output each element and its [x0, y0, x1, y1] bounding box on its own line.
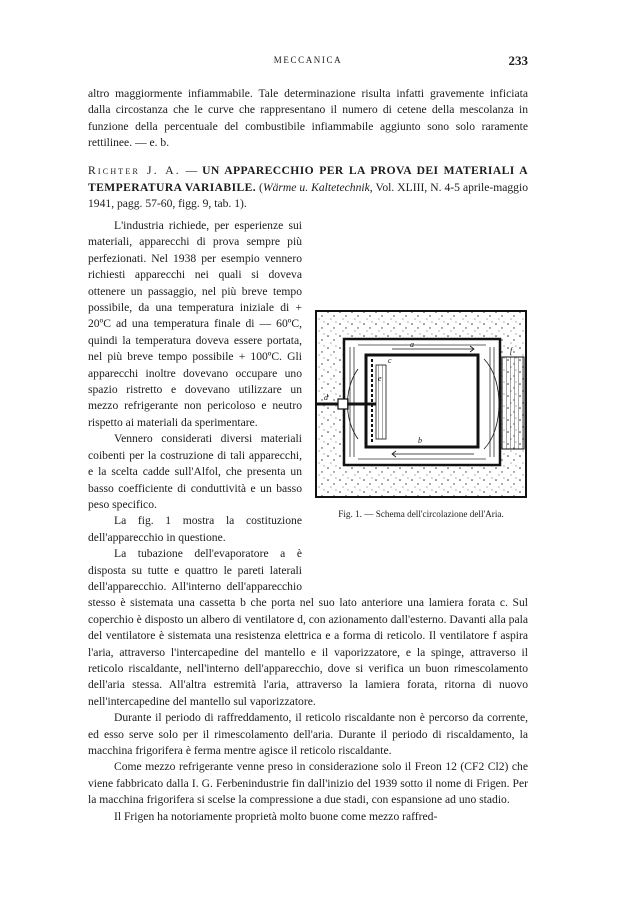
article-author: Richter J. A. [88, 164, 181, 177]
figure-1-diagram [314, 309, 528, 499]
article-paragraph-3: La fig. 1 mostra la costituzione dell'apparecchio in questione. [88, 514, 302, 544]
previous-article-ending [88, 86, 528, 152]
journal-name: Wärme u. Kaltetechnik [262, 180, 370, 194]
article-heading: Richter J. A. — UN APPARECCHIO PER LA PROVA DEI MATERIALI A TEMPERATURA VARIABILE. (Wärme u. Kaltetechnik, Vol. XLIII, N. 4-5 aprile-maggio 1941, pagg. 57-60, figg. 9, tab. 1). [88, 164, 528, 211]
article-title: UN APPARECCHIO PER LA PROVA DEI MATERIALI A TEMPERATURA VARIABILE. [88, 164, 528, 194]
article-paragraph-2: Vennero considerati diversi materiali coibenti per la costruzione di tali apparecchi, e la scelta cadde sull'Alfol, che presenta un basso coefficiente di conduttività e un basso peso specifico. [88, 432, 302, 511]
label-c: c [388, 356, 392, 365]
page-number: 233 [508, 53, 528, 68]
shaft-bearing [338, 399, 348, 409]
article-body [88, 218, 528, 825]
label-d: d [324, 393, 328, 402]
label-a: a [410, 340, 414, 349]
figure-caption: Fig. 1. — Schema dell'circolazione dell'Aria. [338, 509, 504, 519]
citation-details: , Vol. XLIII, N. 4-5 aprile-maggio 1941, pagg. 57-60, figg. 9, tab. 1). [88, 180, 528, 211]
label-b: b [418, 436, 422, 445]
article-paragraph-5: Durante il periodo di raffreddamento, il reticolo riscaldante non è percorso da corrente, ed esso serve solo per il rimescolamento dell'aria. Durante il periodo di riscaldamento, la macchina frigorifera è ferma mentre agisce il reticolo riscaldante. [88, 711, 528, 757]
running-head: MECCANICA [273, 55, 343, 65]
label-f: f [510, 346, 513, 355]
cooling-unit [502, 357, 524, 449]
article-paragraph-1: L'industria richiede, per esperienze sui materiali, apparecchi di prova sempre più perfezionati. Nel 1938 per esempio vennero richiesti apparecchi nei quali si doveva ottenere un passaggio, nel più breve tempo possibile, da una temperatura iniziale di + 20ºC ad una temperatura finale di — 60ºC, quindi la temperatura doveva essere portata, nel più breve tempo possibile + 100ºC. Gli apparecchi inoltre dovevano occupare uno spazio ristretto e dovevano utilizzare un mezzo refrigerante non pericoloso e neutro rispetto ai materiali da sperimentare. [88, 219, 302, 429]
article-paragraph-7: Il Frigen ha notoriamente proprietà molto buone come mezzo raffred- [114, 809, 438, 823]
figure-1 [314, 293, 528, 592]
article-paragraph-4: La tubazione dell'evaporatore a è disposta su tutte e quattro le pareti laterali dell'apparecchio. All'interno dell'apparecchio stesso è sistemata una cassetta b che porta nel suo lato anteriore una lamiera forata c. Sul coperchio è disposto un albero di ventilatore d, con azionamento dall'esterno. Davanti alla pala del ventilatore è sistemata una resistenza elettrica e a forma di reticolo. Il ventilatore f aspira l'aria, attraverso l'intercapedine del mantello e il vaporizzatore, e la spinge, attraverso il reticolo riscaldante, nell'interno dell'apparecchio, dove si verifica un buon rimescolamento dell'aria stessa. All'altra estremità l'aria, attraverso la lamiera forata, ritorna di nuovo nell'intercapedine del mantello sul vaporizzatore. [88, 547, 528, 708]
label-e: e [378, 374, 382, 383]
previous-article-paragraph: altro maggiormente infiammabile. Tale determinazione risulta infatti gravemente inficiata dalla circostanza che le curve che rappresentano il numero di cetene della mescolanza in funzione della percentuale del combustibile infiammabile aggiunto sono solo raramente rettilinee. — e. b. [88, 87, 528, 150]
page-header [88, 55, 528, 71]
heading-dash: — [180, 164, 203, 177]
article-paragraph-6: Come mezzo refrigerante venne preso in considerazione solo il Freon 12 (CF2 Cl2) che viene fabbricato dalla I. G. Ferbenindustrie fin dall'inizio del 1939 sotto il nome di Frigen. Per la macchina frigorifera si scelse la compressione a due stadi, con espansione ad uno stadio. [88, 760, 528, 807]
